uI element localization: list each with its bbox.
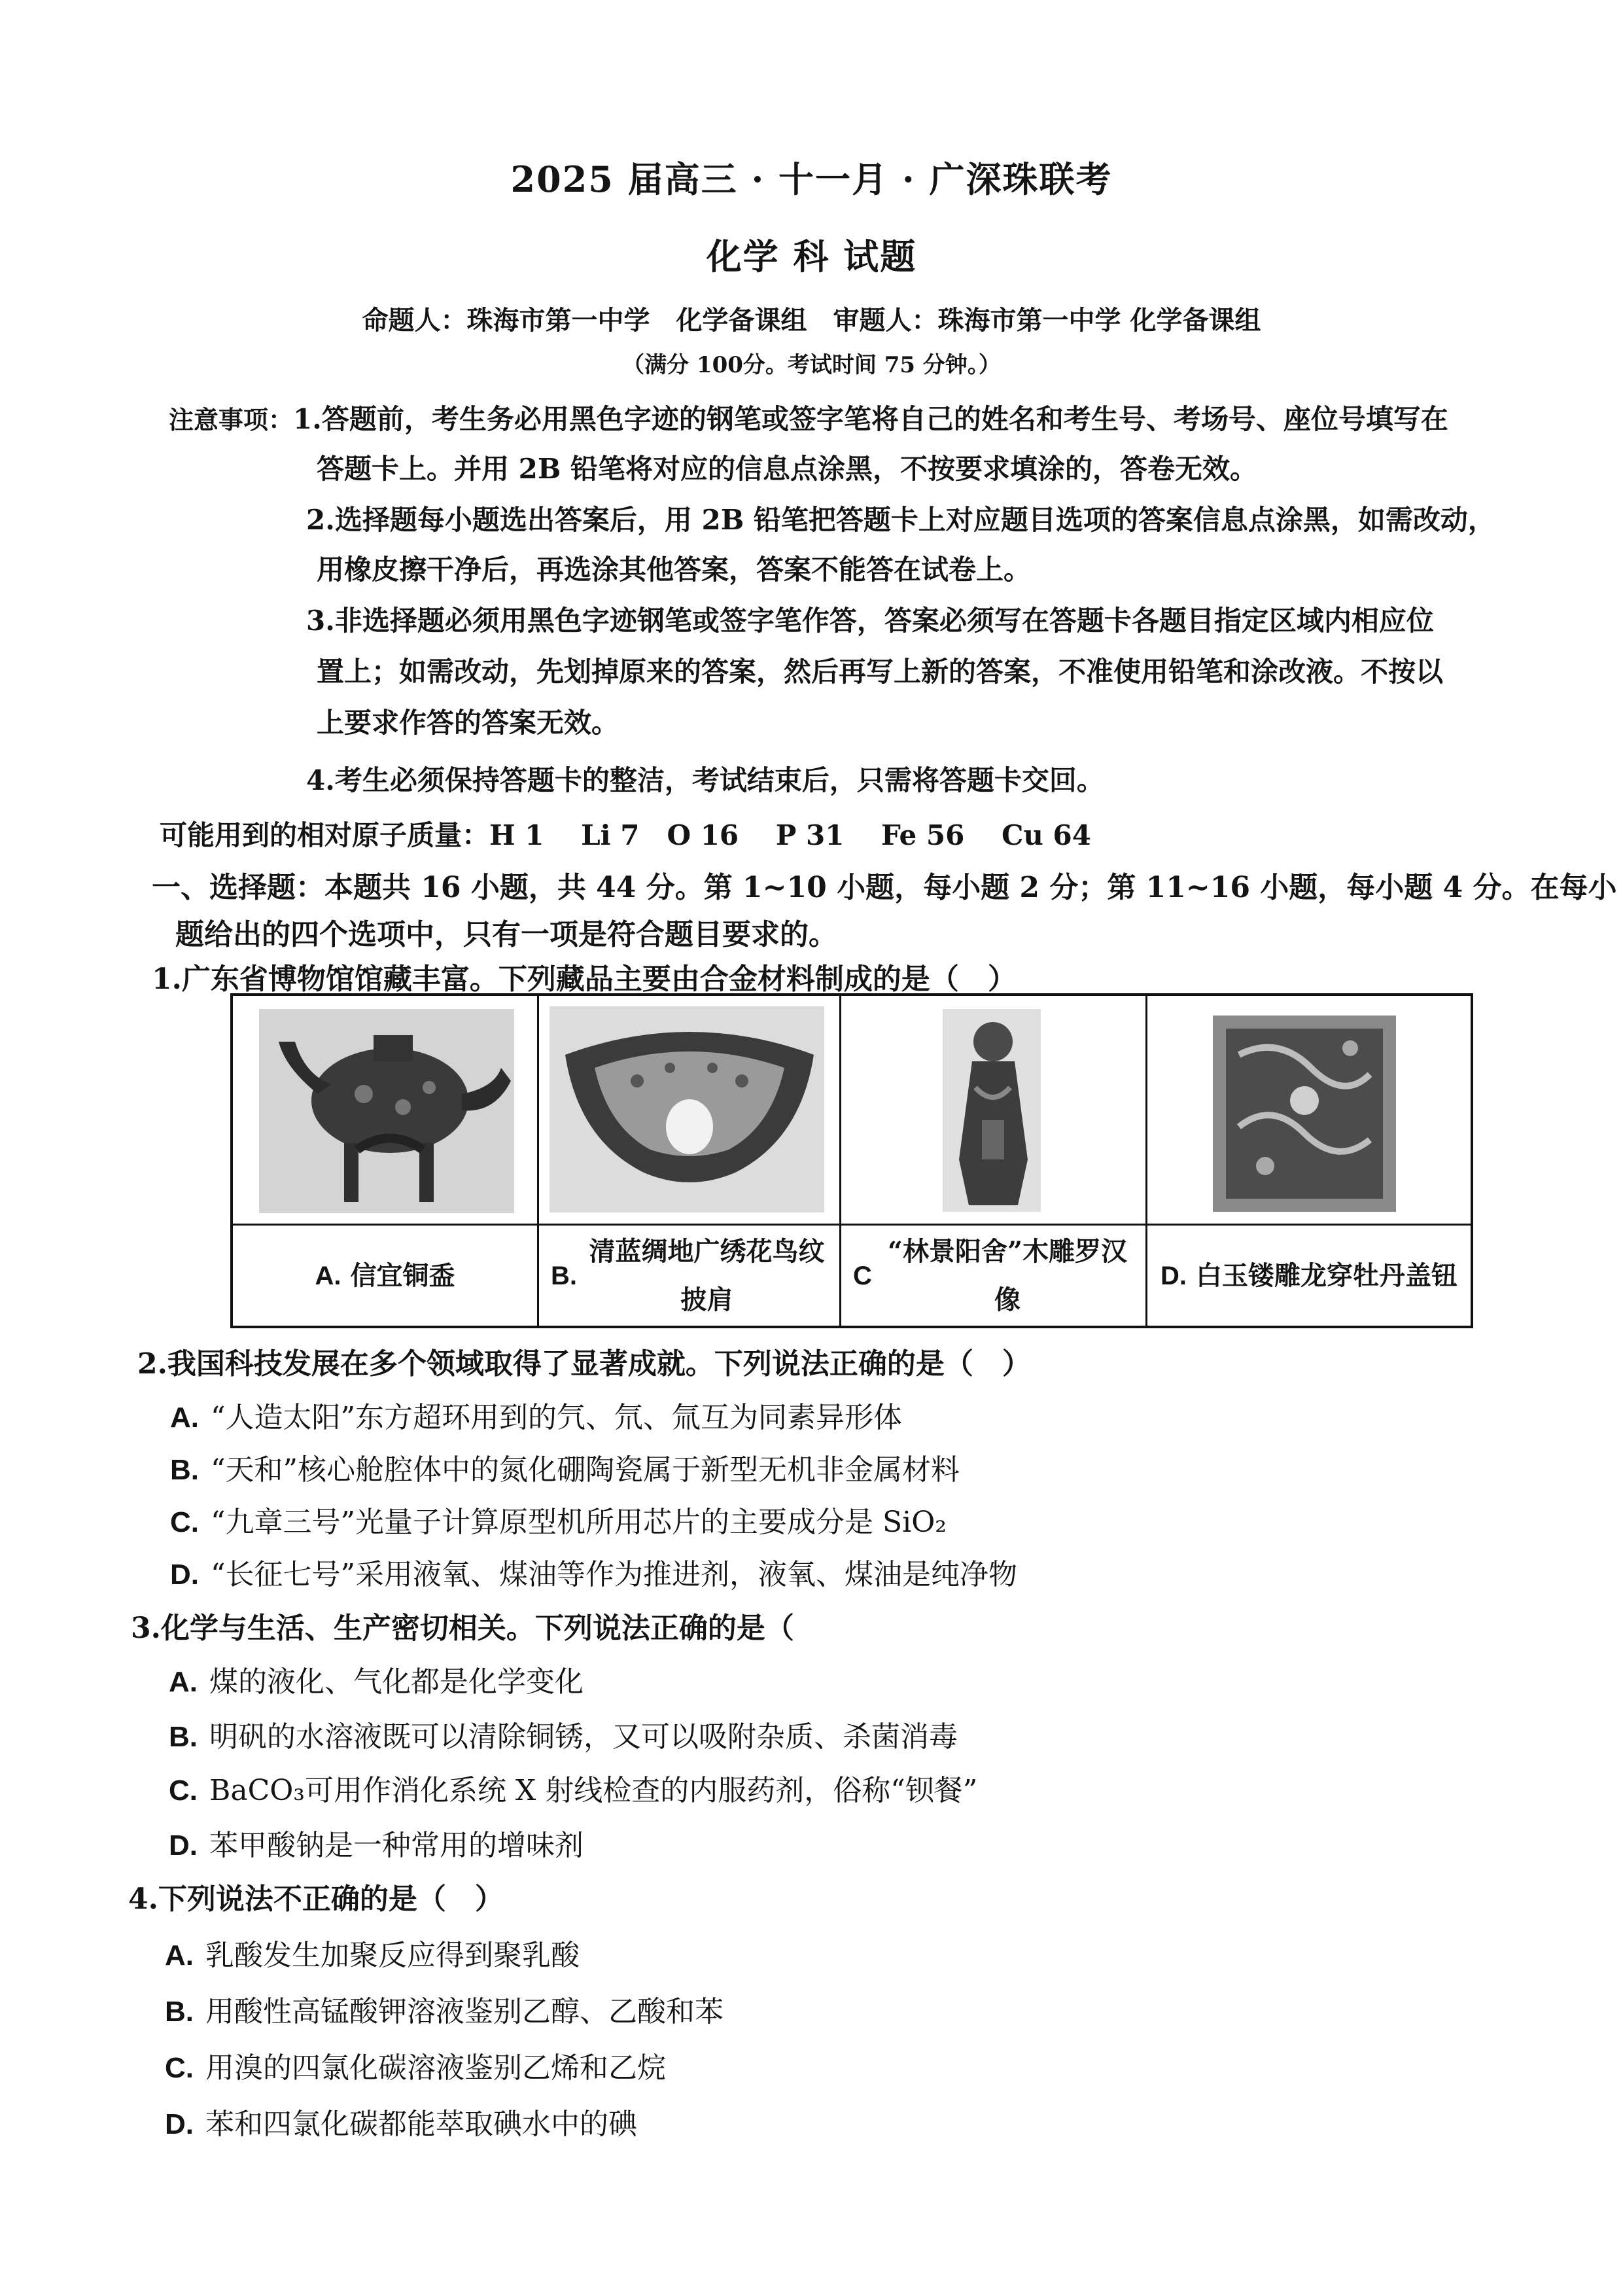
option-text: 苯和四氯化碳都能萃取碘水中的碘	[205, 2108, 637, 2141]
option-key: C.	[170, 1506, 199, 1538]
question-4-option-d	[165, 2100, 637, 2142]
question-2-option-c	[170, 1498, 947, 1540]
option-key: D.	[165, 2108, 194, 2140]
question-2-option-d	[170, 1551, 1017, 1593]
exhibit-d-caption	[1147, 1226, 1471, 1326]
exhibit-b-caption	[539, 1226, 839, 1326]
option-text: “天和”核心舱腔体中的氮化硼陶瓷属于新型无机非金属材料	[211, 1453, 960, 1487]
option-text: 苯甲酸钠是一种常用的增味剂	[209, 1829, 584, 1862]
option-key: B.	[170, 1454, 199, 1486]
option-text: 用酸性高锰酸钾溶液鉴别乙醇、乙酸和苯	[205, 1995, 724, 2028]
question-3-option-d	[169, 1822, 584, 1863]
option-key: B.	[169, 1721, 198, 1753]
question-1-stem: 1.广东省博物馆馆藏丰富。下列藏品主要由合金材料制成的是（ ）	[152, 963, 1017, 996]
option-text: 明矾的水溶液既可以清除铜锈，又可以吸附杂质、杀菌消毒	[209, 1720, 958, 1754]
option-text: “人造太阳”东方超环用到的氕、氘、氚互为同素异形体	[211, 1401, 902, 1434]
atomic-masses: 可能用到的相对原子质量：H 1 Li 7 O 16 P 31 Fe 56 Cu 64	[160, 819, 1092, 851]
exhibits-table	[230, 993, 1473, 1328]
option-text: “九章三号”光量子计算原型机所用芯片的主要成分是 SiO₂	[211, 1506, 947, 1539]
exhibit-b-name: 清蓝绸地广绣花鸟纹披肩	[589, 1236, 825, 1315]
exhibit-c	[841, 996, 1147, 1326]
exhibit-a-caption	[233, 1226, 537, 1326]
question-2-stem: 2.我国科技发展在多个领域取得了显著成就。下列说法正确的是（ ）	[137, 1347, 1031, 1381]
exhibit-c-image	[841, 996, 1145, 1226]
question-2-option-a	[170, 1394, 902, 1436]
exhibit-a-image	[233, 996, 537, 1226]
option-text: 用溴的四氯化碳溶液鉴别乙烯和乙烷	[205, 2051, 666, 2085]
section-header-line-1: 一、选择题：本题共 16 小题，共 44 分。第 1~10 小题，每小题 2 分；第 11~16 小题，每小题 4 分。在每小	[152, 871, 1617, 904]
note-2-line-2: 用橡皮擦干净后，再选涂其他答案，答案不能答在试卷上。	[317, 554, 1032, 586]
authors-line: 命题人：珠海市第一中学 化学备课组 审题人：珠海市第一中学 化学备课组	[362, 305, 1261, 336]
option-key: D.	[170, 1559, 199, 1591]
exhibit-a-name: 信宜铜盉	[350, 1260, 455, 1291]
option-text: “长征七号”采用液氧、煤油等作为推进剂，液氧、煤油是纯净物	[211, 1558, 1017, 1591]
exhibit-d-image	[1147, 996, 1471, 1226]
option-key: A.	[170, 1402, 199, 1434]
question-3-stem: 3.化学与生活、生产密切相关。下列说法正确的是（	[131, 1612, 794, 1645]
exhibit-b	[539, 996, 841, 1326]
exhibit-a-letter: A.	[315, 1262, 341, 1290]
note-1-line-2: 答题卡上。并用 2B 铅笔将对应的信息点涂黑，不按要求填涂的，答卷无效。	[317, 453, 1257, 485]
question-3-option-b	[169, 1713, 958, 1755]
exhibit-d	[1147, 996, 1471, 1326]
exhibit-c-caption	[841, 1226, 1145, 1326]
question-4-option-b	[165, 1988, 724, 2030]
question-3-option-a	[169, 1658, 584, 1700]
notes-label: 注意事项：	[169, 405, 294, 434]
question-4-option-a	[165, 1932, 580, 1973]
note-1-line-1: 1.答题前，考生务必用黑色字迹的钢笔或签字笔将自己的姓名和考生号、考场号、座位号填写在	[293, 403, 1448, 435]
option-key: D.	[169, 1829, 198, 1862]
score-time-line: （满分 100分。考试时间 75 分钟。）	[622, 352, 1001, 378]
note-3-line-2: 置上；如需改动，先划掉原来的答案，然后再写上新的答案，不准使用铅笔和涂改液。不按以	[317, 656, 1444, 688]
question-4-stem: 4.下列说法不正确的是（ ）	[128, 1882, 504, 1916]
question-3-option-c	[169, 1767, 977, 1809]
note-2-line-1: 2.选择题每小题选出答案后，用 2B 铅笔把答题卡上对应题目选项的答案信息点涂黑，如需改动，	[306, 504, 1495, 536]
option-text: 煤的液化、气化都是化学变化	[209, 1665, 584, 1699]
exam-title: 2025 届高三 · 十一月 · 广深珠联考	[510, 158, 1113, 200]
option-text: 乳酸发生加聚反应得到聚乳酸	[205, 1939, 580, 1972]
option-key: C.	[165, 2052, 194, 2084]
subject-title: 化学 科 试题	[706, 236, 917, 277]
note-3-line-1: 3.非选择题必须用黑色字迹钢笔或签字笔作答，答案必须写在答题卡各题目指定区域内相应位	[306, 605, 1434, 637]
option-key: B.	[165, 1996, 194, 2028]
exhibit-c-letter: C	[853, 1262, 872, 1290]
note-3-line-3: 上要求作答的答案无效。	[317, 707, 620, 739]
exhibit-b-image	[539, 996, 839, 1226]
exhibit-b-letter: B.	[551, 1262, 577, 1290]
option-key: A.	[165, 1939, 194, 1971]
question-2-option-b	[170, 1446, 960, 1488]
exhibit-a	[233, 996, 539, 1326]
notes-line	[169, 398, 1448, 437]
option-key: C.	[169, 1775, 198, 1807]
question-4-option-c	[165, 2044, 666, 2086]
exhibit-c-name: “林景阳舍”木雕罗汉像	[887, 1236, 1127, 1315]
option-key: A.	[169, 1666, 198, 1698]
note-4-line-1: 4.考生必须保持答题卡的整洁，考试结束后，只需将答题卡交回。	[306, 764, 1104, 796]
exhibit-d-name: 白玉镂雕龙穿牡丹盖钮	[1196, 1260, 1457, 1291]
exhibit-d-letter: D.	[1161, 1262, 1187, 1290]
option-text: BaCO₃可用作消化系统 X 射线检查的内服药剂，俗称“钡餐”	[209, 1774, 978, 1807]
section-header-line-2: 题给出的四个选项中，只有一项是符合题目要求的。	[175, 918, 837, 951]
